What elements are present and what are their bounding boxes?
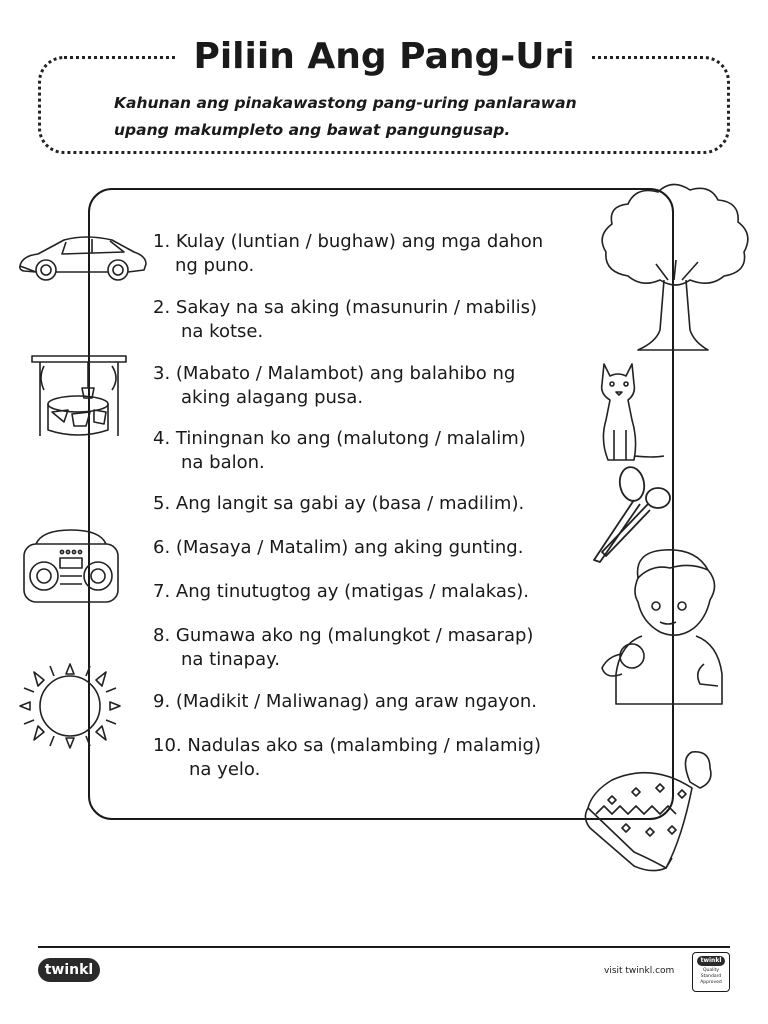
question-item	[153, 690, 537, 714]
question-item	[153, 536, 523, 560]
question-item	[153, 734, 541, 782]
twinkl-logo[interactable]: twinkl	[38, 958, 100, 982]
question-line-continued: na yelo.	[189, 759, 261, 780]
question-item	[153, 230, 543, 278]
footer-divider	[38, 946, 730, 948]
question-item	[153, 492, 524, 516]
question-line: 9. (Madikit / Maliwanag) ang araw ngayon.	[153, 691, 537, 712]
boy-eating-icon	[598, 544, 742, 710]
sun-icon	[16, 660, 124, 752]
instructions-line-2: upang makumpleto ang bawat pangungusap.	[114, 121, 511, 139]
question-line-continued: aking alagang pusa.	[181, 387, 364, 408]
question-item	[153, 624, 533, 672]
question-item	[153, 580, 529, 604]
page-title: Piliin Ang Pang-Uri	[177, 32, 590, 82]
instructions-line-1: Kahunan ang pinakawastong pang-uring panlarawan	[114, 94, 577, 112]
badge-text: Quality Standard Approved	[700, 968, 722, 985]
question-item	[153, 362, 515, 410]
question-line-continued: na balon.	[181, 452, 265, 473]
question-line: 4. Tiningnan ko ang (malutong / malalim)	[153, 428, 526, 449]
cat-icon	[590, 360, 668, 464]
quality-badge	[692, 952, 730, 992]
instructions	[114, 90, 674, 144]
question-item	[153, 427, 526, 475]
car-icon	[16, 228, 150, 284]
question-line-continued: na tinapay.	[181, 649, 280, 670]
question-line: 5. Ang langit sa gabi ay (basa / madilim).	[153, 493, 525, 514]
question-line: 10. Nadulas ako sa (malambing / malamig)	[153, 735, 541, 756]
question-line: 6. (Masaya / Matalim) ang aking gunting.	[153, 537, 524, 558]
question-line-continued: ng puno.	[175, 255, 255, 276]
question-line: 3. (Mabato / Malambot) ang balahibo ng	[153, 363, 516, 384]
title-wrap	[0, 32, 768, 82]
question-line: 8. Gumawa ako ng (malungkot / masarap)	[153, 625, 534, 646]
question-line: 2. Sakay na sa aking (masunurin / mabilis)	[153, 297, 538, 318]
tree-icon	[598, 180, 754, 358]
question-item	[153, 296, 537, 344]
question-line: 7. Ang tinutugtog ay (matigas / malakas).	[153, 581, 529, 602]
badge-brand: twinkl	[697, 956, 725, 966]
question-line: 1. Kulay (luntian / bughaw) ang mga dahon	[153, 231, 544, 252]
visit-link[interactable]: visit twinkl.com	[604, 966, 675, 976]
radio-icon	[22, 528, 120, 604]
well-icon	[28, 350, 128, 442]
question-line-continued: na kotse.	[181, 321, 264, 342]
winter-hat-icon	[582, 748, 714, 876]
